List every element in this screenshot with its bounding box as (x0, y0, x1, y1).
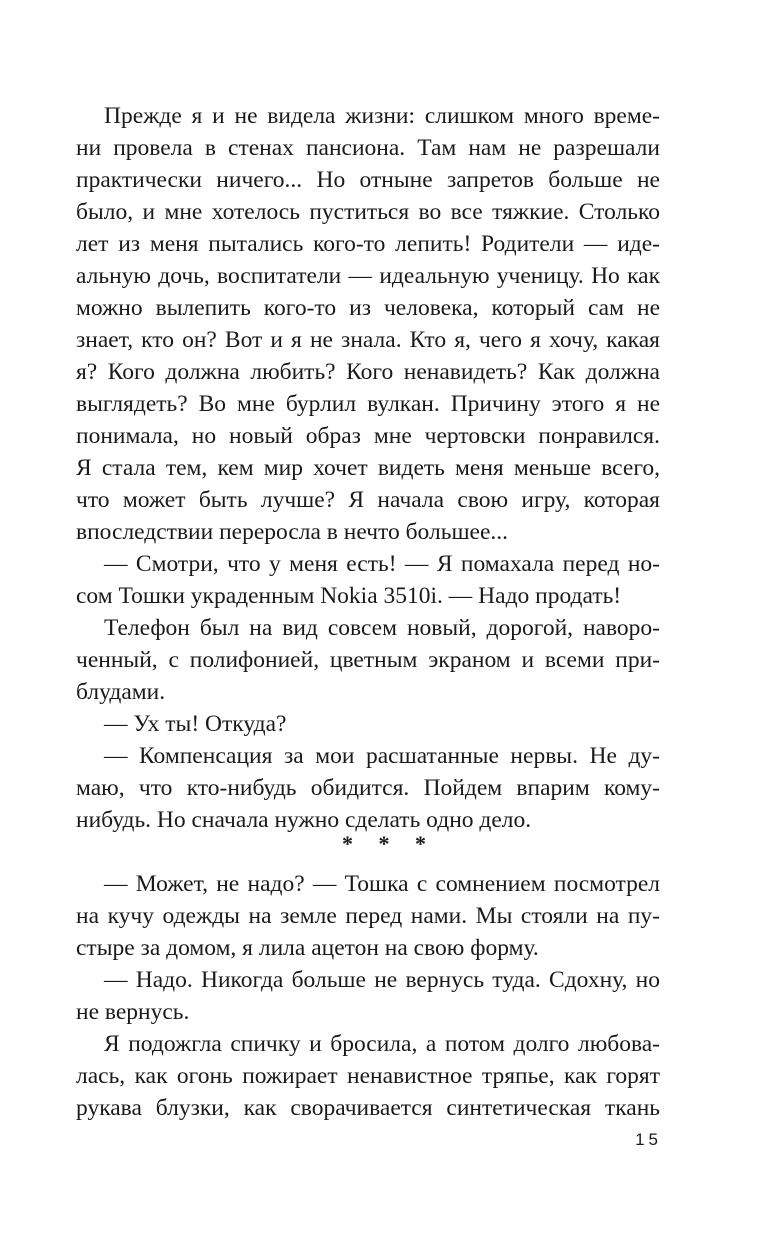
text-line: практически ничего... Но отныне запретов больше не (76, 167, 660, 193)
page-number: 15 (635, 1130, 662, 1149)
text-line: лась, как огонь пожирает ненавистное тряпье, как горят (76, 1063, 660, 1089)
text-line: стыре за домом, я лила ацетон на свою форму. (76, 935, 539, 961)
text-line: рукава блузки, как сворачивается синтетическая ткань (76, 1095, 660, 1121)
text-line: — Ух ты! Откуда? (104, 711, 287, 737)
text-line: Я подожгла спичку и бросила, а потом долго любова- (104, 1031, 660, 1057)
text-line: на кучу одежды на земле перед нами. Мы стояли на пу- (76, 903, 660, 929)
text-line: ченный, с полифонией, цветным экраном и всеми при- (76, 647, 660, 673)
text-line: нибудь. Но сначала нужно сделать одно дело. (76, 807, 532, 833)
text-line: я? Кого должна любить? Кого ненавидеть? Как должна (76, 359, 660, 385)
text-line: что может быть лучше? Я начала свою игру, которая (76, 487, 660, 513)
text-line: блудами. (76, 679, 166, 705)
text-line: ни провела в стенах пансиона. Там нам не разрешали (76, 135, 660, 161)
scene-break: * * * (342, 831, 436, 856)
text-line: Прежде я и не видела жизни: слишком много време- (104, 103, 660, 129)
text-line: альную дочь, воспитатели — идеальную ученицу. Но как (76, 263, 660, 289)
text-line: впоследствии переросла в нечто большее... (76, 519, 509, 545)
text-line: — Компенсация за мои расшатанные нервы. Не ду- (104, 743, 660, 769)
text-line: Телефон был на вид совсем новый, дорогой, наворо- (104, 615, 660, 641)
text-line: маю, что кто-нибудь обидится. Пойдем впарим кому- (76, 775, 660, 801)
text-line: знает, кто он? Вот и я не знала. Кто я, чего я хочу, какая (76, 327, 660, 353)
text-line: можно вылепить кого-то из человека, который сам не (76, 295, 660, 321)
text-line: выглядеть? Во мне бурлил вулкан. Причину этого я не (76, 391, 660, 417)
text-line: — Надо. Никогда больше не вернусь туда. Сдохну, но (104, 967, 660, 993)
text-line: — Смотри, что у меня есть! — Я помахала перед но- (104, 551, 660, 577)
text-line: Я стала тем, кем мир хочет видеть меня меньше всего, (76, 455, 660, 481)
text-line: было, и мне хотелось пуститься во все тяжкие. Столько (76, 199, 660, 225)
text-line: не вернусь. (76, 999, 190, 1025)
text-line: сом Тошки украденным Nokia 3510i. — Надо продать! (76, 583, 622, 609)
text-line: — Может, не надо? — Тошка с сомнением посмотрел (104, 871, 660, 897)
text-line: понимала, но новый образ мне чертовски понравился. (76, 423, 660, 449)
text-line: лет из меня пытались кого-то лепить! Родители — иде- (76, 231, 660, 257)
